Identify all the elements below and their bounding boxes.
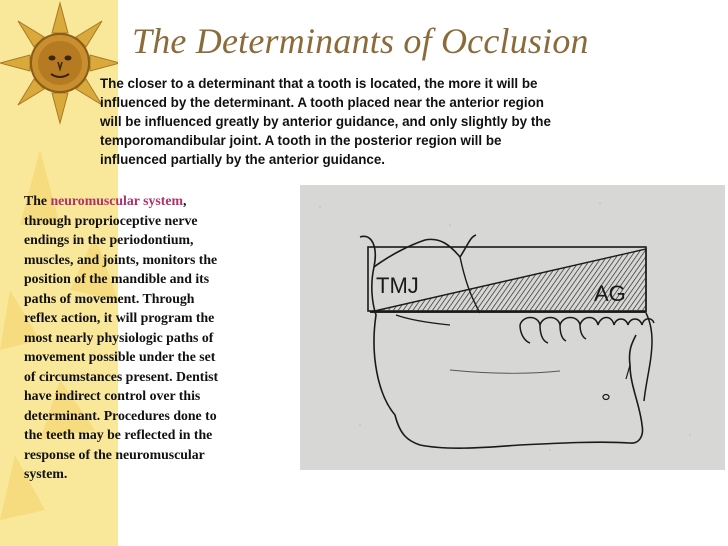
tmj-label: TMJ: [376, 273, 419, 298]
body-paragraph: [24, 191, 294, 484]
neuromuscular-highlight: neuromuscular system: [50, 193, 183, 208]
body-line: reflex action, it will program the: [24, 310, 215, 325]
body-suffix: ,: [182, 193, 187, 208]
body-line: the teeth may be reflected in the: [24, 427, 213, 442]
body-line: endings in the periodontium,: [24, 232, 194, 247]
body-prefix: The: [24, 193, 51, 208]
body-line: position of the mandible and its: [24, 271, 210, 286]
body-first-line: [24, 191, 294, 211]
body-line: movement possible under the set: [24, 349, 216, 364]
body-line: have indirect control over this: [24, 388, 201, 403]
intro-line: influenced partially by the anterior guidance.: [100, 152, 385, 167]
intro-line: influenced by the determinant. A tooth placed near the anterior region: [100, 95, 544, 110]
body-line: of circumstances present. Dentist: [24, 368, 219, 384]
intro-paragraph: [100, 74, 660, 169]
body-line: response of the neuromuscular: [24, 446, 205, 462]
ag-label: AG: [594, 281, 626, 306]
intro-line: temporomandibular joint. A tooth in the posterior region will be: [100, 133, 502, 148]
intro-line: The closer to a determinant that a tooth is located, the more it will be: [100, 76, 538, 91]
body-line: determinant. Procedures done to: [24, 407, 217, 423]
mandible-diagram: [300, 185, 725, 470]
intro-line: will be influenced greatly by anterior guidance, and only slightly by the: [100, 114, 551, 129]
body-line: through proprioceptive nerve: [24, 212, 198, 228]
body-line: muscles, and joints, monitors the: [24, 251, 218, 267]
body-line: most nearly physiologic paths of: [24, 329, 214, 345]
body-line: system.: [24, 466, 68, 481]
mandible-drawing: [300, 185, 725, 470]
body-line: paths of movement. Through: [24, 290, 195, 306]
slide-title: The Determinants of Occlusion: [132, 21, 589, 61]
